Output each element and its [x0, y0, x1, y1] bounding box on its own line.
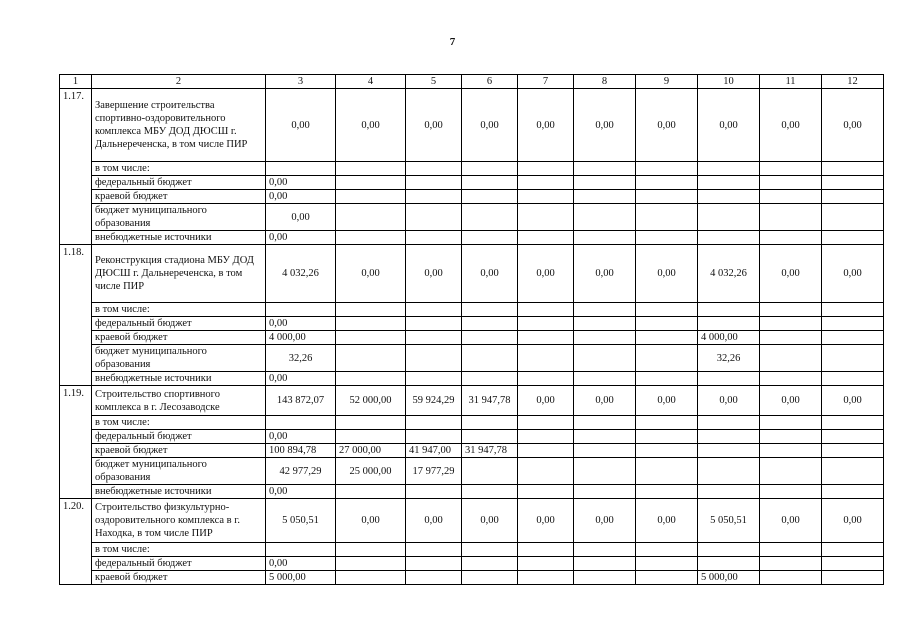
value-cell [698, 485, 760, 499]
value-cell: 4 032,26 [266, 245, 336, 303]
value-cell [636, 317, 698, 331]
value-cell: 5 000,00 [266, 571, 336, 585]
value-cell [822, 331, 884, 345]
value-cell [698, 557, 760, 571]
section-title: Строительство спортивного комплекса в г. Лесозаводске [92, 386, 266, 416]
value-cell [760, 317, 822, 331]
value-cell [822, 444, 884, 458]
value-cell [698, 176, 760, 190]
value-cell [636, 231, 698, 245]
value-cell [636, 571, 698, 585]
value-cell [822, 317, 884, 331]
value-cell [574, 444, 636, 458]
value-cell [698, 430, 760, 444]
value-cell [760, 571, 822, 585]
value-cell: 143 872,07 [266, 386, 336, 416]
value-cell [822, 345, 884, 372]
value-cell [822, 430, 884, 444]
budget-source-row [60, 571, 884, 585]
value-cell: 0,00 [822, 89, 884, 162]
budget-source-row [60, 345, 884, 372]
value-cell: 59 924,29 [406, 386, 462, 416]
value-cell [336, 317, 406, 331]
value-cell: 0,00 [336, 245, 406, 303]
budget-source-row [60, 485, 884, 499]
value-cell [518, 231, 574, 245]
value-cell [462, 372, 518, 386]
empty-cell [518, 416, 574, 430]
value-cell [574, 231, 636, 245]
value-cell [336, 571, 406, 585]
value-cell: 0,00 [518, 386, 574, 416]
value-cell [518, 317, 574, 331]
empty-cell [406, 416, 462, 430]
value-cell [760, 231, 822, 245]
value-cell [518, 485, 574, 499]
value-cell [822, 231, 884, 245]
value-cell: 0,00 [760, 499, 822, 543]
value-cell [336, 485, 406, 499]
value-cell: 0,00 [266, 317, 336, 331]
value-cell: 0,00 [462, 245, 518, 303]
value-cell [336, 345, 406, 372]
header-cell: 1 [60, 75, 92, 89]
value-cell [760, 345, 822, 372]
value-cell [406, 485, 462, 499]
value-cell [406, 557, 462, 571]
value-cell: 0,00 [760, 245, 822, 303]
value-cell [406, 430, 462, 444]
value-cell: 0,00 [266, 231, 336, 245]
header-cell: 12 [822, 75, 884, 89]
including-label: в том числе: [92, 303, 266, 317]
value-cell: 31 947,78 [462, 386, 518, 416]
value-cell [698, 231, 760, 245]
value-cell [518, 190, 574, 204]
value-cell [462, 458, 518, 485]
section-row [60, 89, 884, 162]
budget-source-row [60, 190, 884, 204]
budget-source-row [60, 372, 884, 386]
empty-cell [266, 162, 336, 176]
empty-cell [760, 416, 822, 430]
empty-cell [462, 543, 518, 557]
value-cell [760, 444, 822, 458]
value-cell [518, 176, 574, 190]
value-cell: 0,00 [636, 245, 698, 303]
value-cell [698, 204, 760, 231]
empty-cell [574, 543, 636, 557]
value-cell [336, 372, 406, 386]
header-cell: 2 [92, 75, 266, 89]
value-cell [518, 430, 574, 444]
empty-cell [636, 162, 698, 176]
including-label: в том числе: [92, 543, 266, 557]
value-cell [574, 204, 636, 231]
value-cell [574, 557, 636, 571]
value-cell: 5 050,51 [266, 499, 336, 543]
value-cell [636, 331, 698, 345]
value-cell: 0,00 [822, 245, 884, 303]
empty-cell [698, 543, 760, 557]
including-label: в том числе: [92, 162, 266, 176]
value-cell [406, 231, 462, 245]
value-cell: 0,00 [406, 89, 462, 162]
value-cell [698, 317, 760, 331]
value-cell [462, 190, 518, 204]
value-cell [760, 331, 822, 345]
value-cell [336, 231, 406, 245]
value-cell [636, 557, 698, 571]
including-row [60, 543, 884, 557]
value-cell: 0,00 [266, 430, 336, 444]
empty-cell [698, 162, 760, 176]
budget-source-row [60, 176, 884, 190]
value-cell [462, 317, 518, 331]
including-label: в том числе: [92, 416, 266, 430]
value-cell [822, 557, 884, 571]
empty-cell [462, 303, 518, 317]
value-cell [760, 190, 822, 204]
header-cell: 9 [636, 75, 698, 89]
value-cell: 0,00 [406, 499, 462, 543]
value-cell [698, 444, 760, 458]
value-cell [462, 204, 518, 231]
value-cell [822, 176, 884, 190]
header-cell: 8 [574, 75, 636, 89]
value-cell [406, 345, 462, 372]
section-row [60, 245, 884, 303]
empty-cell [266, 543, 336, 557]
value-cell [336, 176, 406, 190]
value-cell [822, 190, 884, 204]
page-number: 7 [449, 36, 456, 48]
header-cell: 5 [406, 75, 462, 89]
value-cell [336, 430, 406, 444]
value-cell [760, 557, 822, 571]
empty-cell [636, 416, 698, 430]
empty-cell [336, 162, 406, 176]
section-row [60, 386, 884, 416]
header-cell: 7 [518, 75, 574, 89]
value-cell [636, 190, 698, 204]
value-cell [636, 430, 698, 444]
value-cell [574, 485, 636, 499]
budget-source-row [60, 430, 884, 444]
empty-cell [698, 303, 760, 317]
value-cell [636, 485, 698, 499]
value-cell: 0,00 [636, 89, 698, 162]
value-cell [698, 190, 760, 204]
value-cell: 17 977,29 [406, 458, 462, 485]
value-cell: 0,00 [636, 386, 698, 416]
value-cell [636, 176, 698, 190]
value-cell: 0,00 [518, 499, 574, 543]
value-cell: 0,00 [518, 245, 574, 303]
empty-cell [636, 543, 698, 557]
including-row [60, 162, 884, 176]
value-cell [462, 571, 518, 585]
header-cell: 4 [336, 75, 406, 89]
empty-cell [760, 303, 822, 317]
header-cell: 6 [462, 75, 518, 89]
value-cell [518, 345, 574, 372]
value-cell [574, 345, 636, 372]
value-cell [822, 372, 884, 386]
value-cell: 32,26 [266, 345, 336, 372]
section-number: 1.18. [60, 245, 92, 386]
header-cell: 3 [266, 75, 336, 89]
including-row [60, 416, 884, 430]
empty-cell [266, 303, 336, 317]
value-cell: 52 000,00 [336, 386, 406, 416]
value-cell [336, 331, 406, 345]
value-cell [760, 485, 822, 499]
value-cell: 5 050,51 [698, 499, 760, 543]
value-cell: 0,00 [698, 386, 760, 416]
value-cell [462, 485, 518, 499]
value-cell: 0,00 [462, 499, 518, 543]
value-cell [518, 571, 574, 585]
empty-cell [462, 162, 518, 176]
value-cell: 32,26 [698, 345, 760, 372]
value-cell: 0,00 [266, 372, 336, 386]
value-cell [760, 204, 822, 231]
empty-cell [636, 303, 698, 317]
value-cell [462, 176, 518, 190]
value-cell: 4 032,26 [698, 245, 760, 303]
empty-cell [336, 543, 406, 557]
value-cell [462, 331, 518, 345]
value-cell: 0,00 [406, 245, 462, 303]
budget-source-label: внебюджетные источники [92, 372, 266, 386]
value-cell [636, 444, 698, 458]
value-cell: 0,00 [574, 499, 636, 543]
value-cell: 0,00 [266, 204, 336, 231]
value-cell [760, 458, 822, 485]
value-cell [698, 458, 760, 485]
value-cell [518, 458, 574, 485]
header-row [60, 75, 884, 89]
empty-cell [518, 543, 574, 557]
value-cell: 5 000,00 [698, 571, 760, 585]
value-cell [462, 557, 518, 571]
value-cell: 4 000,00 [266, 331, 336, 345]
value-cell [636, 458, 698, 485]
budget-source-label: федеральный бюджет [92, 317, 266, 331]
budget-source-label: краевой бюджет [92, 571, 266, 585]
value-cell: 0,00 [760, 89, 822, 162]
value-cell [462, 345, 518, 372]
value-cell: 42 977,29 [266, 458, 336, 485]
budget-source-label: бюджет муниципального образования [92, 345, 266, 372]
budget-source-label: краевой бюджет [92, 331, 266, 345]
value-cell: 0,00 [266, 557, 336, 571]
budget-source-label: федеральный бюджет [92, 557, 266, 571]
value-cell: 0,00 [266, 190, 336, 204]
value-cell: 0,00 [266, 485, 336, 499]
value-cell [518, 331, 574, 345]
value-cell: 0,00 [574, 89, 636, 162]
value-cell [760, 430, 822, 444]
empty-cell [822, 416, 884, 430]
value-cell: 0,00 [574, 386, 636, 416]
section-number: 1.17. [60, 89, 92, 245]
value-cell [406, 317, 462, 331]
value-cell: 0,00 [462, 89, 518, 162]
value-cell [698, 372, 760, 386]
value-cell [574, 331, 636, 345]
value-cell [574, 430, 636, 444]
empty-cell [574, 162, 636, 176]
budget-source-label: краевой бюджет [92, 444, 266, 458]
value-cell [518, 444, 574, 458]
value-cell: 25 000,00 [336, 458, 406, 485]
value-cell [336, 190, 406, 204]
value-cell [574, 317, 636, 331]
value-cell [406, 176, 462, 190]
value-cell [336, 557, 406, 571]
budget-source-row [60, 444, 884, 458]
section-number: 1.20. [60, 499, 92, 585]
value-cell [406, 571, 462, 585]
value-cell: 0,00 [760, 386, 822, 416]
value-cell [822, 204, 884, 231]
value-cell [636, 372, 698, 386]
budget-source-label: федеральный бюджет [92, 176, 266, 190]
value-cell [636, 345, 698, 372]
value-cell [406, 204, 462, 231]
budget-source-row [60, 331, 884, 345]
empty-cell [462, 416, 518, 430]
value-cell [518, 557, 574, 571]
value-cell [462, 430, 518, 444]
empty-cell [336, 303, 406, 317]
value-cell: 0,00 [518, 89, 574, 162]
empty-cell [406, 543, 462, 557]
value-cell: 0,00 [698, 89, 760, 162]
section-title: Строительство физкультурно-оздоровительного комплекса в г. Находка, в том числе ПИР [92, 499, 266, 543]
value-cell: 4 000,00 [698, 331, 760, 345]
value-cell: 100 894,78 [266, 444, 336, 458]
empty-cell [574, 416, 636, 430]
header-cell: 10 [698, 75, 760, 89]
including-row [60, 303, 884, 317]
budget-source-label: бюджет муниципального образования [92, 204, 266, 231]
value-cell [822, 571, 884, 585]
value-cell [574, 571, 636, 585]
header-cell: 11 [760, 75, 822, 89]
section-title: Реконструкция стадиона МБУ ДОД ДЮСШ г. Дальнереченска, в том числе ПИР [92, 245, 266, 303]
empty-cell [822, 162, 884, 176]
budget-source-row [60, 557, 884, 571]
empty-cell [336, 416, 406, 430]
budget-source-row [60, 317, 884, 331]
budget-source-label: краевой бюджет [92, 190, 266, 204]
value-cell [760, 176, 822, 190]
value-cell: 27 000,00 [336, 444, 406, 458]
value-cell: 0,00 [266, 89, 336, 162]
value-cell: 0,00 [336, 499, 406, 543]
empty-cell [518, 303, 574, 317]
section-number: 1.19. [60, 386, 92, 499]
budget-source-row [60, 204, 884, 231]
budget-table [59, 74, 884, 585]
value-cell [822, 485, 884, 499]
section-row [60, 499, 884, 543]
empty-cell [266, 416, 336, 430]
value-cell: 0,00 [822, 386, 884, 416]
section-title: Завершение строительства спортивно-оздоровительного комплекса МБУ ДОД ДЮСШ г. Дальнереченска, в том числе ПИР [92, 89, 266, 162]
empty-cell [698, 416, 760, 430]
value-cell [760, 372, 822, 386]
budget-source-label: внебюджетные источники [92, 231, 266, 245]
budget-source-label: внебюджетные источники [92, 485, 266, 499]
value-cell [574, 190, 636, 204]
budget-source-row [60, 231, 884, 245]
budget-source-label: федеральный бюджет [92, 430, 266, 444]
value-cell [636, 204, 698, 231]
empty-cell [822, 303, 884, 317]
value-cell: 41 947,00 [406, 444, 462, 458]
empty-cell [406, 303, 462, 317]
value-cell [462, 231, 518, 245]
value-cell: 0,00 [636, 499, 698, 543]
value-cell [574, 458, 636, 485]
value-cell [822, 458, 884, 485]
budget-source-label: бюджет муниципального образования [92, 458, 266, 485]
value-cell [574, 176, 636, 190]
empty-cell [760, 162, 822, 176]
value-cell [518, 204, 574, 231]
value-cell [406, 331, 462, 345]
value-cell: 0,00 [336, 89, 406, 162]
budget-source-row [60, 458, 884, 485]
empty-cell [574, 303, 636, 317]
value-cell: 0,00 [822, 499, 884, 543]
value-cell [574, 372, 636, 386]
empty-cell [760, 543, 822, 557]
value-cell: 0,00 [574, 245, 636, 303]
value-cell [336, 204, 406, 231]
empty-cell [518, 162, 574, 176]
empty-cell [406, 162, 462, 176]
value-cell [518, 372, 574, 386]
value-cell: 0,00 [266, 176, 336, 190]
value-cell [406, 372, 462, 386]
value-cell: 31 947,78 [462, 444, 518, 458]
value-cell [406, 190, 462, 204]
empty-cell [822, 543, 884, 557]
